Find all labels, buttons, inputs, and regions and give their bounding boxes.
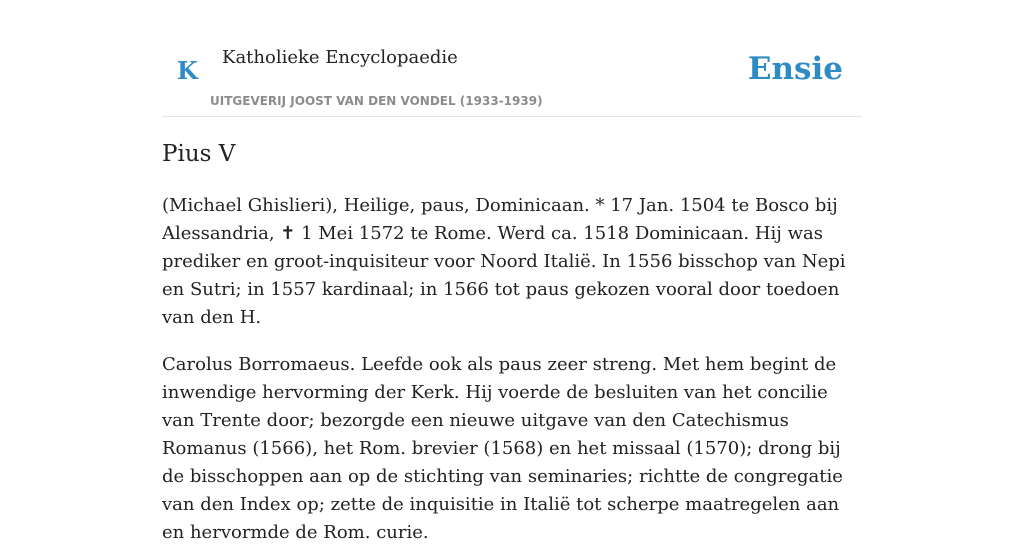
article-paragraph: Carolus Borromaeus. Leefde ook als paus zeer streng. Met hem begint de inwendige hervorming der Kerk. Hij voerde de besluiten van het concilie van Trente door; bezorgde een nieuwe uitgave van den Catechismus Romanus (1566), het Rom. brevier (1568) en het missaal (1570); drong bij de bisschoppen aan op de stichting van seminaries; richtte de congregatie van den Index op; zette de inquisitie in Italië tot scherpe maatregelen aan en hervormde de Rom. curie. bbox=[162, 354, 843, 543]
publisher-label: UITGEVERIJ JOOST VAN DEN VONDEL (1933-1939) bbox=[210, 94, 543, 108]
brand-logo[interactable]: Ensie bbox=[747, 51, 843, 87]
article bbox=[162, 138, 862, 547]
publication-title[interactable]: Katholieke Encyclopaedie bbox=[222, 47, 458, 68]
article-title: Pius V bbox=[162, 141, 236, 167]
article-paragraph: (Michael Ghislieri), Heilige, paus, Dominicaan. * 17 Jan. 1504 te Bosco bij Alessandria, ✝ 1 Mei 1572 te Rome. Werd ca. 1518 Dominicaan. Hij was prediker en groot-inquisiteur voor Noord Italië. In 1556 bisschop van Nepi en Sutri; in 1557 kardinaal; in 1566 tot paus gekozen vooral door toedoen van den H. bbox=[162, 195, 846, 328]
publication-logo[interactable]: K bbox=[177, 56, 198, 85]
site-header bbox=[162, 0, 862, 117]
